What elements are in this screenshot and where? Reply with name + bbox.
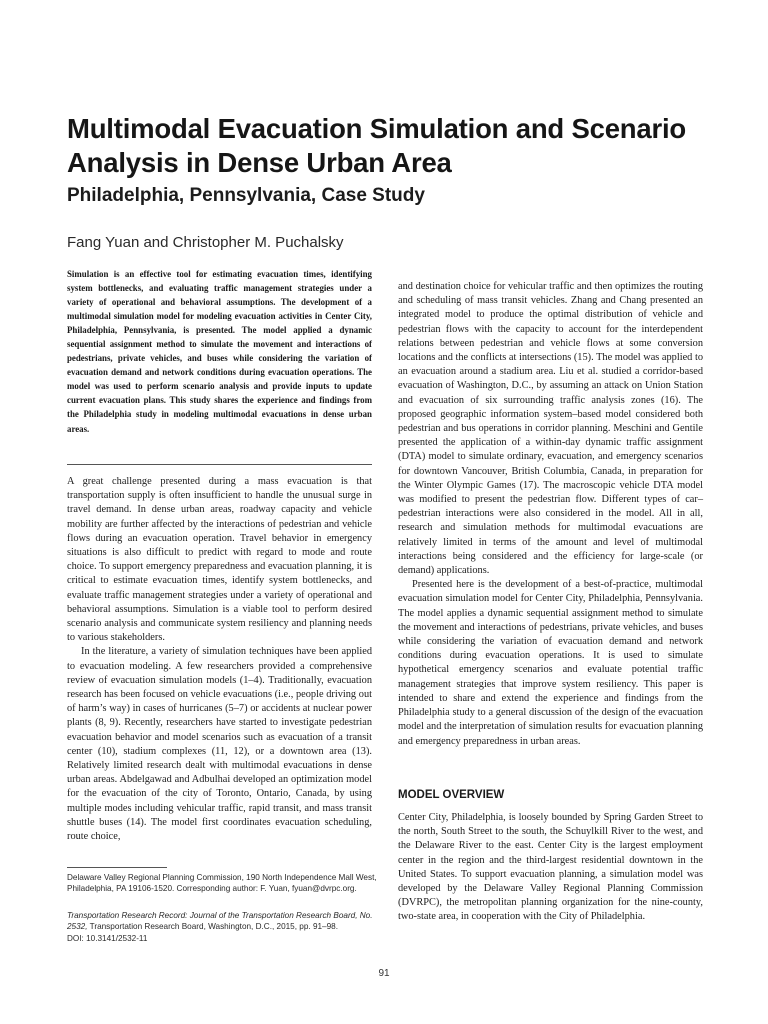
doi: DOI: 10.3141/2532-11	[67, 933, 148, 943]
author-affiliation: Delaware Valley Regional Planning Commission, 190 North Independence Mall West, Philadelphia, PA 19106-1520. Corresponding author: F. Yuan, fyuan@dvrpc.org.	[67, 873, 377, 894]
paper-title: Multimodal Evacuation Simulation and Scenario Analysis in Dense Urban Area	[67, 113, 687, 178]
intro-paragraph-2: In the literature, a variety of simulation techniques have been applied to evacuation modeling. A few researchers provided a comprehensive review of evacuation simulation models (1–4). Traditionally, evacuation research has been focused on vehicle evacuations (i.e., people driving out of harm’s way) in cases of hurricanes (5–7) or accidents at nuclear power plants (8, 9). Recently, researchers have started to investigate pedestrian evacuation behavior and model scenarios such as evacuation of a transit center (10), stadium complexes (11, 12), or a downtown area (13). Relatively limited research dealt with multimodal evacuations in dense urban areas. Abdelgawad and Adbulhai developed an optimization model for the evacuation of the city of Toronto, Ontario, Canada, by using multiple modes including vehicular traffic, rapid transit, and mass transit shuttle buses (14). The model first coordinates evacuation scheduling, route choice,	[67, 646, 372, 843]
abstract-divider	[67, 464, 372, 465]
abstract: Simulation is an effective tool for estimating evacuation times, identifying system bottlenecks, and evaluating traffic management strategies under a variety of operational and behavioral assumptions. The development of a multimodal simulation model for modeling evacuation activities in Center City, Philadelphia, Pennsylvania, is presented. The model applied a dynamic sequential assignment method to simulate the movement and interactions of pedestrians, private vehicles, and buses while considering the variation of evacuation demand and network conditions during evacuation operations. The model was used to perform scenario analysis and provide inputs to update current evacuation plans. This study shares the experience and findings from the Philadelphia study in modeling multimodal evacuations in dense urban areas.	[67, 269, 372, 434]
journal-name: Transportation Research Record: Journal of the Transportation Research Board, No. 2532,	[67, 911, 373, 932]
intro-paragraph-1: A great challenge presented during a mass evacuation is that transportation supply is often insufficient to handle the unusual surge in travel demand. In dense urban areas, roadway capacity and vehicle mobility are further affected by the interactions of pedestrian and vehicle flows during an evacuation operation. Travel behavior in emergency situations is also difficult to predict with regard to mode and route choice. To support emergency preparedness and evacuation planning, it is critical to estimate evacuation times, identify system bottlenecks, and evaluate traffic management strategies under a variety of operational and behavioral assumptions. Simulation is a viable tool to perform desired scenario analysis and communicate system resiliency and planning needs to various stakeholders.	[67, 476, 372, 644]
left-column-body	[67, 475, 372, 844]
section-heading-model-overview: MODEL OVERVIEW	[398, 789, 505, 801]
author-list: Fang Yuan and Christopher M. Puchalsky	[67, 234, 344, 251]
intro-paragraph-3: and destination choice for vehicular traffic and then optimizes the routing and scheduling of mass transit vehicles. Zhang and Chang presented an integrated model to produce the optimal distribution of vehicle and pedestrian flows with the capacity to account for the interdependent relations between pedestrian and vehicle flows at some conversion locations and the conflicts at intersections (15). The model was applied to an evacuation around a stadium area. Liu et al. studied a corridor-based evacuation of Washington, D.C., by assuming an attack on Union Station and evacuation of six surrounding traffic analysis zones (16). The proposed geographic information system–based model considered both pedestrian and bus operations in corridor planning. Meschini and Gentile presented the application of a within-day dynamic traffic assignment (DTA) model to simulate ordinary, evacuation, and emergency scenarios for downtown Vancouver, British Columbia, Canada, in preparation for the Winter Olympic Games (17). The macroscopic vehicle DTA model was modified to present the pedestrian flow. Different types of car–pedestrian interactions were also considered in the model. All in all, research and simulation methods for multimodal evacuations are relatively limited in terms of the amount and level of multimodal interactions being considered and the efficiency for large-scale (or demand) applications.	[398, 281, 703, 577]
publisher-info: Transportation Research Board, Washington, D.C., 2015, pp. 91–98.	[89, 922, 338, 932]
intro-paragraph-4: Presented here is the development of a best-of-practice, multimodal evacuation simulation model for Center City, Philadelphia, Pennsylvania. The model applies a dynamic sequential assignment method to simulate the movement and interactions of pedestrians, private vehicles, and buses while considering the variation of evacuation demand and network conditions during evacuation operations. It is used to simulate hypothetical emergency scenarios and evaluate potential traffic management strategies that improve system resiliency. This paper is intended to share and extend the experience and findings from the Philadelphia study to a general discussion of the design of the evacuation model and the interpretation of simulation results for evacuation planning and emergency preparedness in urban areas.	[398, 579, 703, 747]
page-number: 91	[378, 968, 390, 979]
right-column-body	[398, 280, 703, 749]
paper-subtitle: Philadelphia, Pennsylvania, Case Study	[67, 185, 425, 206]
model-overview-paragraph: Center City, Philadelphia, is loosely bounded by Spring Garden Street to the north, South Street to the south, the Schuylkill River to the west, and the Delaware River to the east. Center City is the largest employment center in the region and the third-largest residential downtown in the United States. To support evacuation planning, a simulation model was developed by the Delaware Valley Regional Planning Commission (DVRPC), the metropolitan planning organization for the nine-county, two-state area, in cooperation with the City of Philadelphia.	[398, 812, 703, 923]
model-overview-body	[398, 811, 703, 925]
footnote-divider	[67, 867, 167, 868]
journal-citation	[67, 910, 377, 944]
